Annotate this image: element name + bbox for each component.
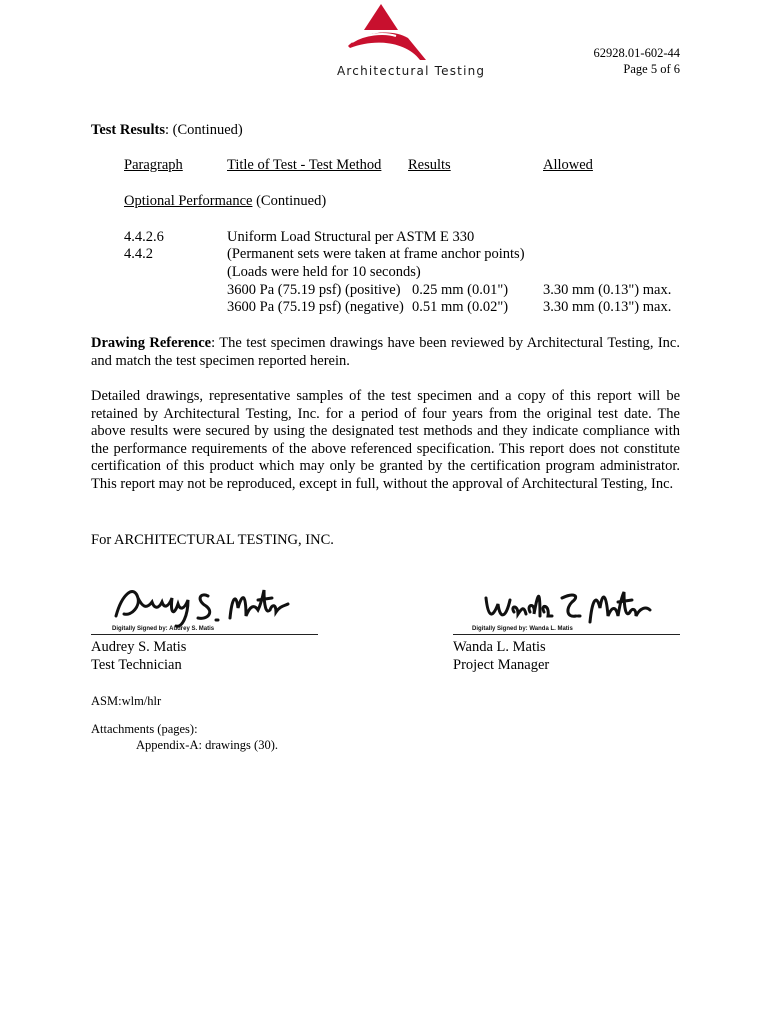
logo-mark-icon: [340, 2, 430, 64]
section-label-suffix: (Continued): [252, 193, 327, 209]
paragraph-number-2: 4.4.2: [124, 246, 153, 262]
test-results-heading: [91, 122, 243, 139]
result-negative: 0.51 mm (0.02"): [412, 299, 509, 315]
signature-line-left: [91, 634, 318, 635]
test-condition-negative: 3600 Pa (75.19 psf) (negative): [227, 299, 404, 315]
for-company-line: For ARCHITECTURAL TESTING, INC.: [91, 532, 334, 548]
test-title-line-2: (Permanent sets were taken at frame anchor points): [227, 246, 525, 262]
section-label-underlined: Optional Performance: [124, 193, 253, 209]
signature-image-right: [480, 582, 660, 632]
column-header-title: Title of Test - Test Method: [227, 157, 382, 173]
column-header-allowed: Allowed: [543, 157, 593, 173]
reference-initials: ASM:wlm/hlr: [91, 694, 162, 708]
signer-title-right: Project Manager: [453, 657, 550, 673]
signature-caption-right: Digitally Signed by: Wanda L. Matis: [472, 626, 573, 632]
drawing-reference-paragraph: [91, 335, 680, 370]
test-title-line-1: Uniform Load Structural per ASTM E 330: [227, 229, 475, 245]
test-results-heading-bold: Test Results: [91, 122, 165, 138]
report-number: 62928.01-602-44: [593, 46, 680, 60]
signature-line-right: [453, 634, 680, 635]
test-title-line-3: (Loads were held for 10 seconds): [227, 264, 421, 280]
logo-wordmark: Architectural Testing: [337, 64, 486, 78]
page-number: Page 5 of 6: [623, 62, 680, 76]
drawing-reference-text: : The test specimen drawings have been reviewed by Architectural Testing, Inc. and match the test specimen reported herein.: [91, 335, 680, 369]
result-positive: 0.25 mm (0.01"): [412, 282, 509, 298]
column-header-results: Results: [408, 157, 451, 173]
paragraph-number-1: 4.4.2.6: [124, 229, 164, 245]
signature-caption-left: Digitally Signed by: Audrey S. Matis: [112, 626, 215, 632]
test-condition-positive: 3600 Pa (75.19 psf) (positive): [227, 282, 401, 298]
section-label: [124, 193, 326, 210]
signer-title-left: Test Technician: [91, 657, 182, 673]
allowed-positive: 3.30 mm (0.13") max.: [543, 282, 672, 298]
allowed-negative: 3.30 mm (0.13") max.: [543, 299, 672, 315]
attachments-label: Attachments (pages):: [91, 722, 198, 736]
attachment-item: Appendix-A: drawings (30).: [136, 738, 278, 752]
signer-name-left: Audrey S. Matis: [91, 639, 187, 655]
drawing-reference-label: Drawing Reference: [91, 335, 212, 351]
details-paragraph: Detailed drawings, representative samples of the test specimen and a copy of this report will be retained by Architectural Testing, Inc. for a period of four years from the original test date. The above results were secured by using the designated test methods and they indicate compliance with the performance requirements of the above referenced specification. This report does not constitute certification of this product which may only be granted by the certification program administrator. This report may not be reproduced, except in full, without the approval of Architectural Testing, Inc.: [91, 388, 680, 492]
signer-name-right: Wanda L. Matis: [453, 639, 546, 655]
column-header-paragraph: Paragraph: [124, 157, 183, 173]
test-results-heading-suffix: : (Continued): [165, 122, 243, 138]
